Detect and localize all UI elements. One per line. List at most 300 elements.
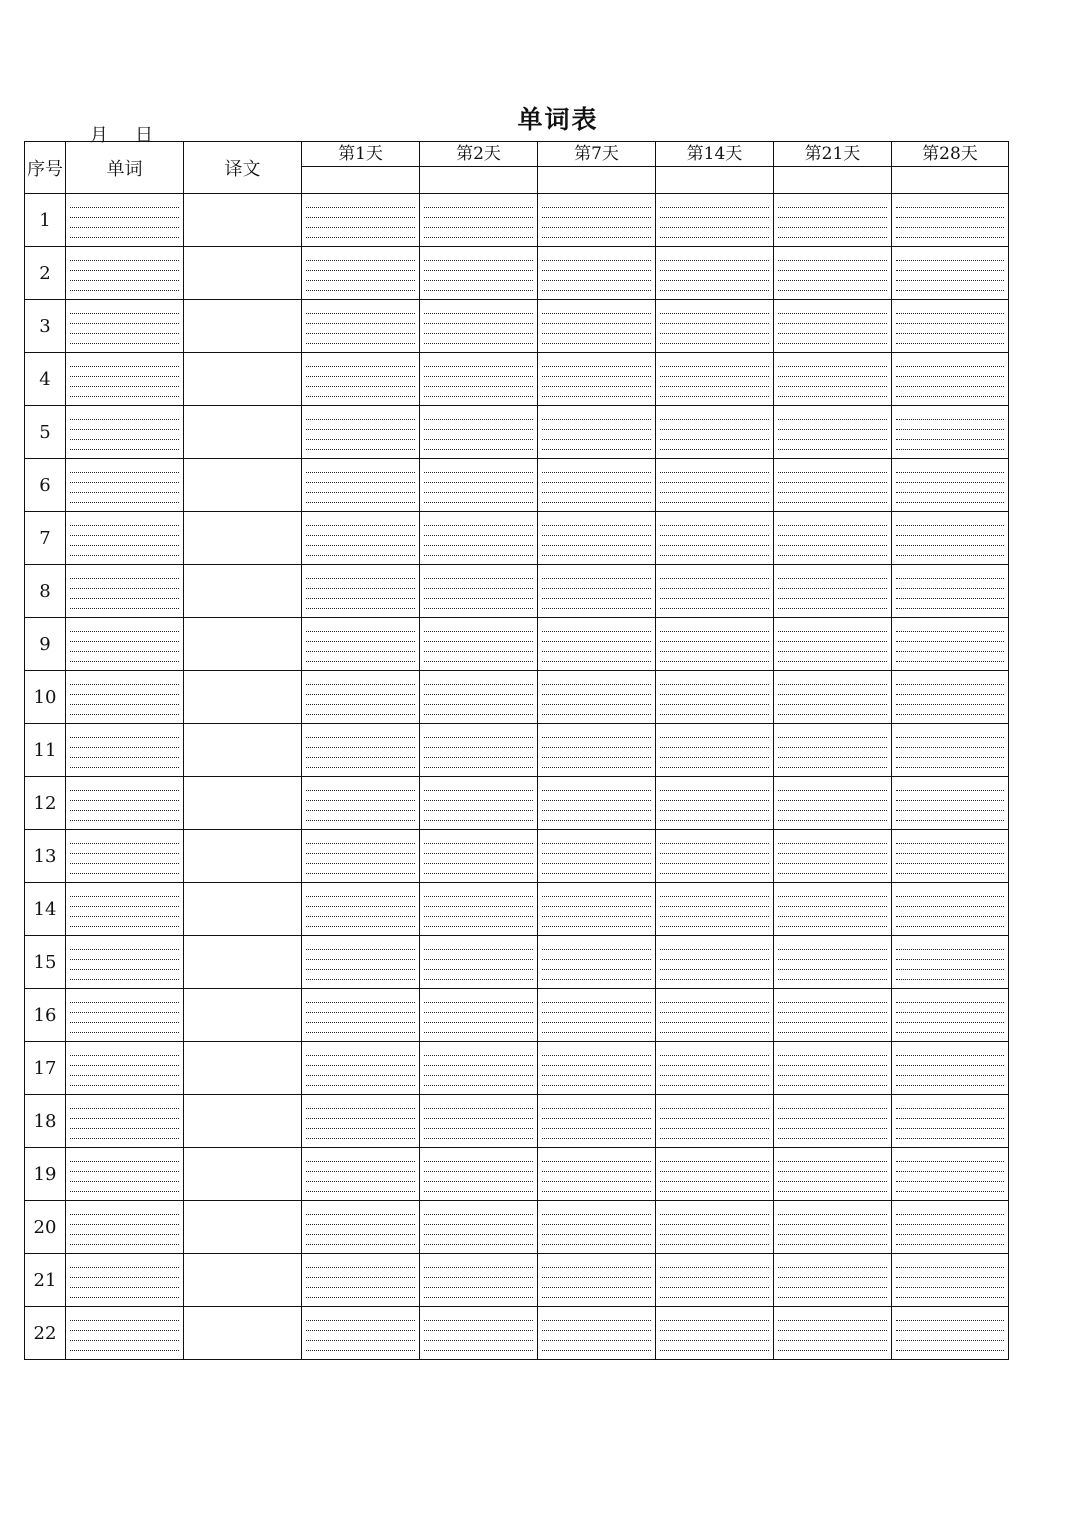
- review-cell-day-1[interactable]: [302, 1148, 420, 1201]
- review-cell-day-2[interactable]: [420, 777, 538, 830]
- review-cell-day-1[interactable]: [302, 459, 420, 512]
- header-day-28-blank[interactable]: [892, 167, 1009, 194]
- dotted-writing-line: [660, 578, 769, 579]
- dotted-writing-line: [542, 492, 651, 493]
- row-number: 8: [25, 565, 66, 618]
- review-cell-day-1[interactable]: [302, 1201, 420, 1254]
- review-cell-day-21[interactable]: [774, 247, 892, 300]
- dotted-writing-line: [542, 737, 651, 738]
- dotted-writing-line: [542, 1244, 651, 1245]
- dotted-writing-line: [896, 1012, 1004, 1013]
- translation-cell[interactable]: [184, 1148, 302, 1201]
- translation-cell[interactable]: [184, 459, 302, 512]
- dotted-writing-line: [896, 694, 1004, 695]
- dotted-writing-line: [306, 757, 415, 758]
- dotted-writing-line: [424, 979, 533, 980]
- dotted-writing-line: [306, 608, 415, 609]
- review-cell-day-7[interactable]: [538, 353, 656, 406]
- translation-cell[interactable]: [184, 512, 302, 565]
- review-cell-day-7[interactable]: [538, 830, 656, 883]
- dotted-writing-line: [778, 1320, 887, 1321]
- word-cell[interactable]: [66, 777, 184, 830]
- dotted-writing-line: [542, 386, 651, 387]
- review-cell-day-28[interactable]: [892, 300, 1009, 353]
- dotted-writing-line: [70, 651, 179, 652]
- review-cell-day-28[interactable]: [892, 1201, 1009, 1254]
- dotted-writing-line: [306, 1128, 415, 1129]
- dotted-writing-line: [424, 631, 533, 632]
- dotted-writing-line: [778, 1118, 887, 1119]
- dotted-writing-line: [306, 800, 415, 801]
- dotted-writing-line: [424, 608, 533, 609]
- dotted-writing-line: [424, 1118, 533, 1119]
- dotted-writing-line: [424, 545, 533, 546]
- review-cell-day-28[interactable]: [892, 883, 1009, 936]
- review-cell-day-7[interactable]: [538, 565, 656, 618]
- review-cell-day-2[interactable]: [420, 1254, 538, 1307]
- review-cell-day-28[interactable]: [892, 459, 1009, 512]
- review-cell-day-1[interactable]: [302, 936, 420, 989]
- word-cell[interactable]: [66, 247, 184, 300]
- row-number: 12: [25, 777, 66, 830]
- dotted-writing-line: [542, 790, 651, 791]
- review-cell-day-2[interactable]: [420, 1201, 538, 1254]
- review-cell-day-14[interactable]: [656, 936, 774, 989]
- translation-cell[interactable]: [184, 777, 302, 830]
- review-cell-day-28[interactable]: [892, 1095, 1009, 1148]
- dotted-writing-line: [306, 260, 415, 261]
- review-cell-day-21[interactable]: [774, 512, 892, 565]
- dotted-writing-line: [778, 906, 887, 907]
- word-cell[interactable]: [66, 512, 184, 565]
- dotted-writing-line: [778, 969, 887, 970]
- review-cell-day-2[interactable]: [420, 883, 538, 936]
- row-number: 22: [25, 1307, 66, 1360]
- dotted-writing-line: [306, 482, 415, 483]
- review-cell-day-14[interactable]: [656, 1148, 774, 1201]
- review-cell-day-7[interactable]: [538, 300, 656, 353]
- review-cell-day-14[interactable]: [656, 1254, 774, 1307]
- review-cell-day-28[interactable]: [892, 989, 1009, 1042]
- translation-cell[interactable]: [184, 618, 302, 671]
- review-cell-day-28[interactable]: [892, 830, 1009, 883]
- dotted-writing-line: [542, 1350, 651, 1351]
- review-cell-day-14[interactable]: [656, 1201, 774, 1254]
- header-day-14-blank[interactable]: [656, 167, 774, 194]
- word-cell[interactable]: [66, 671, 184, 724]
- word-cell[interactable]: [66, 618, 184, 671]
- review-cell-day-7[interactable]: [538, 1042, 656, 1095]
- review-cell-day-7[interactable]: [538, 1201, 656, 1254]
- dotted-writing-line: [70, 1128, 179, 1129]
- dotted-writing-line: [542, 1234, 651, 1235]
- dotted-writing-line: [70, 207, 179, 208]
- dotted-writing-line: [778, 386, 887, 387]
- review-cell-day-1[interactable]: [302, 1095, 420, 1148]
- review-cell-day-7[interactable]: [538, 1095, 656, 1148]
- review-cell-day-21[interactable]: [774, 1095, 892, 1148]
- dotted-writing-line: [542, 896, 651, 897]
- review-cell-day-1[interactable]: [302, 883, 420, 936]
- word-cell[interactable]: [66, 1307, 184, 1360]
- review-cell-day-28[interactable]: [892, 1042, 1009, 1095]
- translation-cell[interactable]: [184, 671, 302, 724]
- word-cell[interactable]: [66, 724, 184, 777]
- review-cell-day-28[interactable]: [892, 247, 1009, 300]
- review-cell-day-7[interactable]: [538, 724, 656, 777]
- dotted-writing-line: [778, 926, 887, 927]
- dotted-writing-line: [424, 207, 533, 208]
- dotted-writing-line: [542, 1065, 651, 1066]
- review-cell-day-7[interactable]: [538, 936, 656, 989]
- review-cell-day-2[interactable]: [420, 1042, 538, 1095]
- dotted-writing-line: [896, 843, 1004, 844]
- review-cell-day-14[interactable]: [656, 565, 774, 618]
- review-cell-day-28[interactable]: [892, 777, 1009, 830]
- dotted-writing-line: [306, 1277, 415, 1278]
- dotted-writing-line: [896, 949, 1004, 950]
- review-cell-day-21[interactable]: [774, 989, 892, 1042]
- word-cell[interactable]: [66, 1201, 184, 1254]
- dotted-writing-line: [778, 949, 887, 950]
- dotted-writing-line: [306, 366, 415, 367]
- review-cell-day-1[interactable]: [302, 777, 420, 830]
- dotted-writing-line: [778, 598, 887, 599]
- dotted-writing-line: [660, 396, 769, 397]
- review-cell-day-7[interactable]: [538, 1148, 656, 1201]
- review-cell-day-14[interactable]: [656, 618, 774, 671]
- review-cell-day-14[interactable]: [656, 300, 774, 353]
- translation-cell[interactable]: [184, 406, 302, 459]
- review-cell-day-7[interactable]: [538, 883, 656, 936]
- review-cell-day-2[interactable]: [420, 618, 538, 671]
- review-cell-day-14[interactable]: [656, 247, 774, 300]
- header-day-7-blank[interactable]: [538, 167, 656, 194]
- word-cell[interactable]: [66, 936, 184, 989]
- review-cell-day-1[interactable]: [302, 724, 420, 777]
- review-cell-day-1[interactable]: [302, 830, 420, 883]
- row-number: 16: [25, 989, 66, 1042]
- review-cell-day-14[interactable]: [656, 671, 774, 724]
- review-cell-day-14[interactable]: [656, 1042, 774, 1095]
- word-cell[interactable]: [66, 459, 184, 512]
- dotted-writing-line: [778, 429, 887, 430]
- dotted-writing-line: [896, 237, 1004, 238]
- dotted-writing-line: [660, 366, 769, 367]
- dotted-writing-line: [424, 853, 533, 854]
- review-cell-day-1[interactable]: [302, 194, 420, 247]
- translation-cell[interactable]: [184, 247, 302, 300]
- review-cell-day-1[interactable]: [302, 671, 420, 724]
- review-cell-day-21[interactable]: [774, 1201, 892, 1254]
- word-cell[interactable]: [66, 989, 184, 1042]
- review-cell-day-7[interactable]: [538, 777, 656, 830]
- dotted-writing-line: [778, 472, 887, 473]
- header-day-1-blank[interactable]: [302, 167, 420, 194]
- header-day-21-blank[interactable]: [774, 167, 892, 194]
- row-number: 9: [25, 618, 66, 671]
- dotted-writing-line: [896, 1330, 1004, 1331]
- review-cell-day-28[interactable]: [892, 618, 1009, 671]
- translation-cell[interactable]: [184, 1307, 302, 1360]
- dotted-writing-line: [778, 737, 887, 738]
- dotted-writing-line: [542, 313, 651, 314]
- word-cell[interactable]: [66, 406, 184, 459]
- review-cell-day-1[interactable]: [302, 618, 420, 671]
- dotted-writing-line: [778, 959, 887, 960]
- dotted-writing-line: [896, 661, 1004, 662]
- translation-cell[interactable]: [184, 724, 302, 777]
- review-cell-day-21[interactable]: [774, 353, 892, 406]
- translation-cell[interactable]: [184, 565, 302, 618]
- dotted-writing-line: [896, 1224, 1004, 1225]
- dotted-writing-line: [778, 502, 887, 503]
- dotted-writing-line: [896, 1171, 1004, 1172]
- review-cell-day-21[interactable]: [774, 724, 892, 777]
- word-cell[interactable]: [66, 883, 184, 936]
- review-cell-day-2[interactable]: [420, 194, 538, 247]
- translation-cell[interactable]: [184, 300, 302, 353]
- review-cell-day-21[interactable]: [774, 300, 892, 353]
- dotted-writing-line: [660, 227, 769, 228]
- review-cell-day-7[interactable]: [538, 512, 656, 565]
- review-cell-day-28[interactable]: [892, 724, 1009, 777]
- dotted-writing-line: [660, 969, 769, 970]
- review-cell-day-21[interactable]: [774, 618, 892, 671]
- dotted-writing-line: [660, 843, 769, 844]
- header-day-2-blank[interactable]: [420, 167, 538, 194]
- review-cell-day-14[interactable]: [656, 353, 774, 406]
- word-cell[interactable]: [66, 300, 184, 353]
- review-cell-day-1[interactable]: [302, 989, 420, 1042]
- dotted-writing-line: [542, 684, 651, 685]
- review-cell-day-21[interactable]: [774, 671, 892, 724]
- review-cell-day-21[interactable]: [774, 830, 892, 883]
- dotted-writing-line: [778, 588, 887, 589]
- dotted-writing-line: [424, 790, 533, 791]
- review-cell-day-7[interactable]: [538, 406, 656, 459]
- review-cell-day-14[interactable]: [656, 724, 774, 777]
- review-cell-day-2[interactable]: [420, 830, 538, 883]
- review-cell-day-2[interactable]: [420, 1148, 538, 1201]
- dotted-writing-line: [896, 1075, 1004, 1076]
- review-cell-day-1[interactable]: [302, 1307, 420, 1360]
- review-cell-day-21[interactable]: [774, 406, 892, 459]
- review-cell-day-2[interactable]: [420, 512, 538, 565]
- review-cell-day-14[interactable]: [656, 883, 774, 936]
- dotted-writing-line: [542, 323, 651, 324]
- dotted-writing-line: [70, 439, 179, 440]
- dotted-writing-line: [424, 704, 533, 705]
- review-cell-day-2[interactable]: [420, 936, 538, 989]
- dotted-writing-line: [70, 323, 179, 324]
- dotted-writing-line: [424, 578, 533, 579]
- dotted-writing-line: [424, 959, 533, 960]
- dotted-writing-line: [306, 1234, 415, 1235]
- review-cell-day-2[interactable]: [420, 247, 538, 300]
- dotted-writing-line: [896, 207, 1004, 208]
- review-cell-day-14[interactable]: [656, 1307, 774, 1360]
- translation-cell[interactable]: [184, 353, 302, 406]
- dotted-writing-line: [70, 800, 179, 801]
- review-cell-day-28[interactable]: [892, 512, 1009, 565]
- review-cell-day-2[interactable]: [420, 989, 538, 1042]
- word-cell[interactable]: [66, 830, 184, 883]
- dotted-writing-line: [306, 661, 415, 662]
- dotted-writing-line: [306, 1108, 415, 1109]
- review-cell-day-21[interactable]: [774, 1307, 892, 1360]
- review-cell-day-7[interactable]: [538, 459, 656, 512]
- dotted-writing-line: [424, 1340, 533, 1341]
- review-cell-day-14[interactable]: [656, 1095, 774, 1148]
- dotted-writing-line: [778, 1181, 887, 1182]
- dotted-writing-line: [70, 737, 179, 738]
- word-cell[interactable]: [66, 1254, 184, 1307]
- review-cell-day-1[interactable]: [302, 247, 420, 300]
- review-cell-day-2[interactable]: [420, 1307, 538, 1360]
- review-cell-day-21[interactable]: [774, 936, 892, 989]
- dotted-writing-line: [660, 661, 769, 662]
- review-cell-day-21[interactable]: [774, 194, 892, 247]
- dotted-writing-line: [660, 1224, 769, 1225]
- review-cell-day-2[interactable]: [420, 353, 538, 406]
- review-cell-day-14[interactable]: [656, 989, 774, 1042]
- review-cell-day-2[interactable]: [420, 565, 538, 618]
- row-number: 11: [25, 724, 66, 777]
- header-day-7: 第7天: [538, 142, 656, 167]
- review-cell-day-28[interactable]: [892, 1148, 1009, 1201]
- dotted-writing-line: [778, 800, 887, 801]
- translation-cell[interactable]: [184, 830, 302, 883]
- month-label: 月: [90, 125, 108, 146]
- review-cell-day-1[interactable]: [302, 300, 420, 353]
- review-cell-day-14[interactable]: [656, 777, 774, 830]
- review-cell-day-2[interactable]: [420, 724, 538, 777]
- review-cell-day-7[interactable]: [538, 989, 656, 1042]
- dotted-writing-line: [306, 578, 415, 579]
- dotted-writing-line: [70, 237, 179, 238]
- review-cell-day-21[interactable]: [774, 565, 892, 618]
- review-cell-day-28[interactable]: [892, 1254, 1009, 1307]
- review-cell-day-1[interactable]: [302, 406, 420, 459]
- word-cell[interactable]: [66, 1042, 184, 1095]
- dotted-writing-line: [896, 482, 1004, 483]
- translation-cell[interactable]: [184, 194, 302, 247]
- dotted-writing-line: [896, 608, 1004, 609]
- word-cell[interactable]: [66, 1095, 184, 1148]
- dotted-writing-line: [70, 1267, 179, 1268]
- dotted-writing-line: [896, 578, 1004, 579]
- dotted-writing-line: [542, 419, 651, 420]
- translation-cell[interactable]: [184, 1042, 302, 1095]
- review-cell-day-14[interactable]: [656, 194, 774, 247]
- review-cell-day-7[interactable]: [538, 1307, 656, 1360]
- row-number: 13: [25, 830, 66, 883]
- review-cell-day-1[interactable]: [302, 353, 420, 406]
- review-cell-day-28[interactable]: [892, 1307, 1009, 1360]
- dotted-writing-line: [70, 376, 179, 377]
- dotted-writing-line: [306, 704, 415, 705]
- word-cell[interactable]: [66, 194, 184, 247]
- review-cell-day-28[interactable]: [892, 406, 1009, 459]
- review-cell-day-2[interactable]: [420, 1095, 538, 1148]
- review-cell-day-2[interactable]: [420, 459, 538, 512]
- review-cell-day-1[interactable]: [302, 1042, 420, 1095]
- dotted-writing-line: [424, 1032, 533, 1033]
- dotted-writing-line: [70, 386, 179, 387]
- review-cell-day-1[interactable]: [302, 565, 420, 618]
- review-cell-day-21[interactable]: [774, 1148, 892, 1201]
- review-cell-day-1[interactable]: [302, 1254, 420, 1307]
- dotted-writing-line: [542, 641, 651, 642]
- translation-cell[interactable]: [184, 1254, 302, 1307]
- dotted-writing-line: [70, 1118, 179, 1119]
- dotted-writing-line: [306, 386, 415, 387]
- review-cell-day-2[interactable]: [420, 671, 538, 724]
- review-cell-day-2[interactable]: [420, 406, 538, 459]
- review-cell-day-28[interactable]: [892, 353, 1009, 406]
- review-cell-day-7[interactable]: [538, 671, 656, 724]
- dotted-writing-line: [896, 525, 1004, 526]
- review-cell-day-7[interactable]: [538, 194, 656, 247]
- header-word: 单词: [66, 142, 184, 194]
- review-cell-day-21[interactable]: [774, 883, 892, 936]
- review-cell-day-28[interactable]: [892, 671, 1009, 724]
- review-cell-day-14[interactable]: [656, 830, 774, 883]
- review-cell-day-21[interactable]: [774, 777, 892, 830]
- word-cell[interactable]: [66, 1148, 184, 1201]
- review-cell-day-14[interactable]: [656, 512, 774, 565]
- review-cell-day-21[interactable]: [774, 1042, 892, 1095]
- word-cell[interactable]: [66, 565, 184, 618]
- review-cell-day-14[interactable]: [656, 459, 774, 512]
- dotted-writing-line: [70, 1234, 179, 1235]
- dotted-writing-line: [424, 1287, 533, 1288]
- review-cell-day-7[interactable]: [538, 1254, 656, 1307]
- review-cell-day-21[interactable]: [774, 459, 892, 512]
- dotted-writing-line: [778, 757, 887, 758]
- dotted-writing-line: [542, 1214, 651, 1215]
- review-cell-day-7[interactable]: [538, 247, 656, 300]
- word-cell[interactable]: [66, 353, 184, 406]
- review-cell-day-28[interactable]: [892, 194, 1009, 247]
- dotted-writing-line: [542, 1320, 651, 1321]
- review-cell-day-14[interactable]: [656, 406, 774, 459]
- dotted-writing-line: [424, 896, 533, 897]
- dotted-writing-line: [424, 376, 533, 377]
- review-cell-day-28[interactable]: [892, 936, 1009, 989]
- translation-cell[interactable]: [184, 936, 302, 989]
- dotted-writing-line: [542, 227, 651, 228]
- dotted-writing-line: [542, 1075, 651, 1076]
- review-cell-day-2[interactable]: [420, 300, 538, 353]
- review-cell-day-7[interactable]: [538, 618, 656, 671]
- review-cell-day-28[interactable]: [892, 565, 1009, 618]
- dotted-writing-line: [424, 767, 533, 768]
- dotted-writing-line: [542, 1118, 651, 1119]
- translation-cell[interactable]: [184, 1095, 302, 1148]
- dotted-writing-line: [424, 1277, 533, 1278]
- review-cell-day-1[interactable]: [302, 512, 420, 565]
- translation-cell[interactable]: [184, 1201, 302, 1254]
- dotted-writing-line: [896, 737, 1004, 738]
- translation-cell[interactable]: [184, 989, 302, 1042]
- review-cell-day-21[interactable]: [774, 1254, 892, 1307]
- dotted-writing-line: [778, 1234, 887, 1235]
- translation-cell[interactable]: [184, 883, 302, 936]
- dotted-writing-line: [306, 1065, 415, 1066]
- dotted-writing-line: [424, 598, 533, 599]
